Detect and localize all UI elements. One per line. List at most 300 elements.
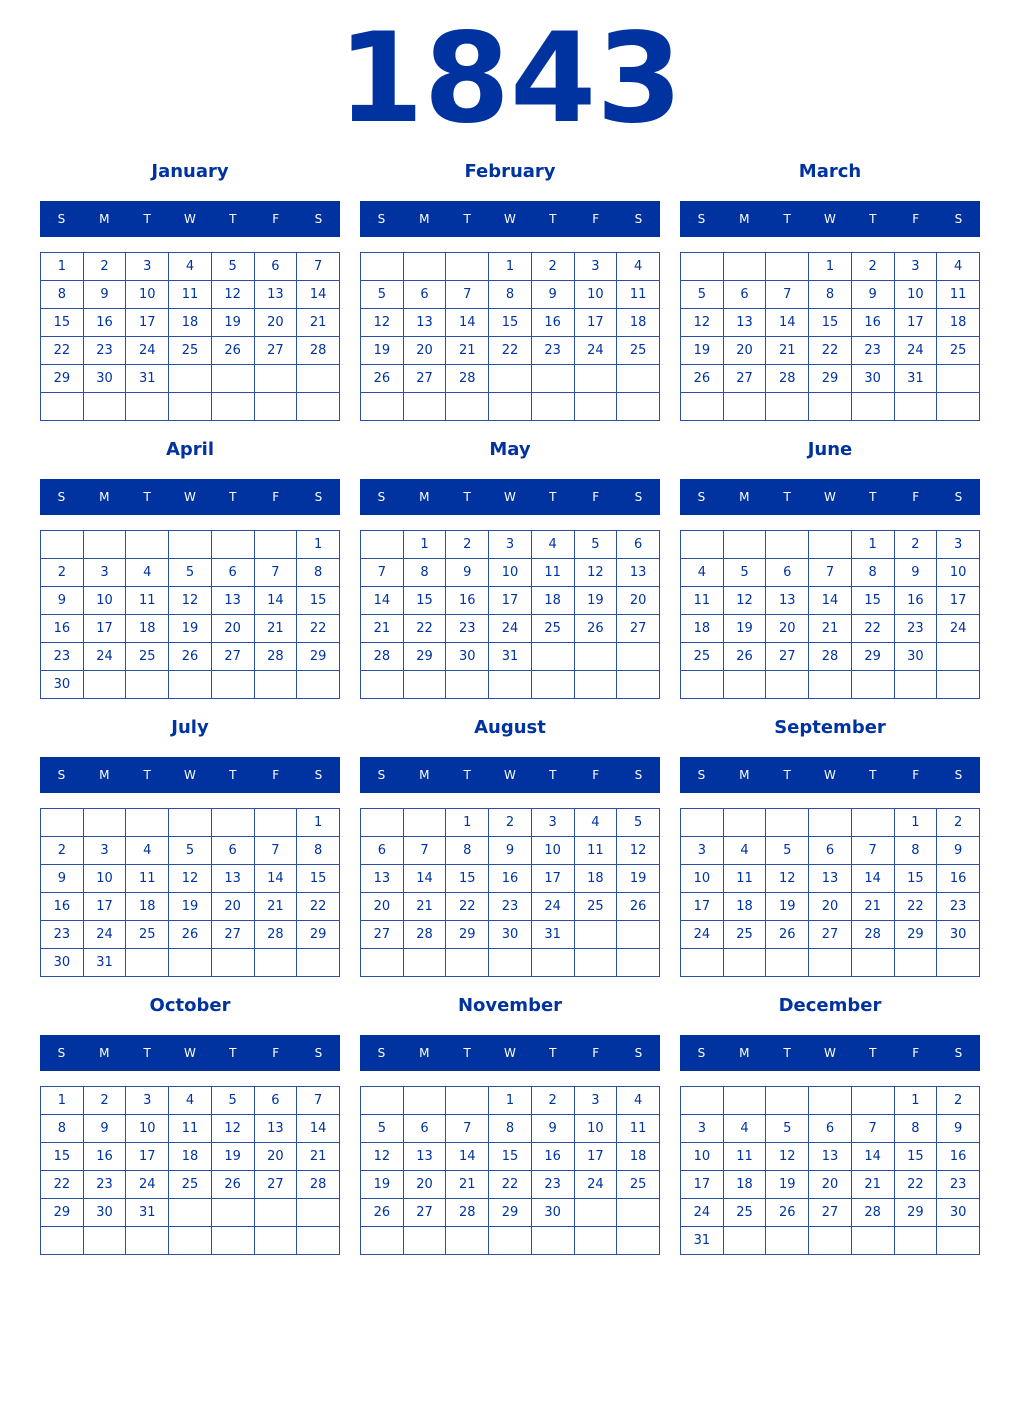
day-cell: 24 xyxy=(489,615,532,643)
empty-day-cell xyxy=(681,809,724,837)
day-cell: 17 xyxy=(574,309,617,337)
empty-day-cell xyxy=(361,531,404,559)
day-cell: 26 xyxy=(361,1199,404,1227)
day-cell: 8 xyxy=(894,1115,937,1143)
month-name: October xyxy=(149,995,231,1016)
week-row xyxy=(41,337,340,365)
day-cell: 27 xyxy=(617,615,660,643)
day-cell: 12 xyxy=(169,587,212,615)
weekday-label: S xyxy=(697,490,706,504)
week-row xyxy=(361,309,660,337)
empty-day-cell xyxy=(361,809,404,837)
day-cell: 3 xyxy=(681,1115,724,1143)
week-row xyxy=(681,1143,980,1171)
day-cell: 2 xyxy=(851,253,894,281)
day-cell: 18 xyxy=(126,893,169,921)
empty-day-cell xyxy=(254,809,297,837)
weekday-label: S xyxy=(377,1046,386,1060)
day-cell: 26 xyxy=(766,921,809,949)
week-row xyxy=(361,1143,660,1171)
day-cell: 16 xyxy=(41,893,84,921)
weekday-label: T xyxy=(783,212,791,226)
day-cell: 25 xyxy=(681,643,724,671)
day-cell: 25 xyxy=(617,337,660,365)
empty-day-cell xyxy=(254,531,297,559)
weekday-label: M xyxy=(739,490,750,504)
day-cell: 29 xyxy=(403,643,446,671)
day-cell: 26 xyxy=(766,1199,809,1227)
day-cell: 5 xyxy=(766,1115,809,1143)
month-name: November xyxy=(457,995,563,1016)
day-cell: 23 xyxy=(937,1171,980,1199)
empty-day-cell xyxy=(723,1227,766,1255)
day-cell: 19 xyxy=(574,587,617,615)
day-cell: 9 xyxy=(937,837,980,865)
empty-day-cell xyxy=(446,1227,489,1255)
empty-day-cell xyxy=(617,949,660,977)
empty-day-cell xyxy=(403,393,446,421)
empty-day-cell xyxy=(809,671,852,699)
day-cell: 14 xyxy=(361,587,404,615)
weekday-label: S xyxy=(57,490,66,504)
week-row xyxy=(41,809,340,837)
weekday-label: M xyxy=(739,212,750,226)
week-row xyxy=(41,531,340,559)
day-cell: 29 xyxy=(41,365,84,393)
weekday-label: F xyxy=(592,768,600,782)
empty-day-cell xyxy=(809,949,852,977)
day-cell: 1 xyxy=(446,809,489,837)
empty-day-cell xyxy=(361,253,404,281)
empty-day-cell xyxy=(809,531,852,559)
day-grid xyxy=(680,808,980,977)
weekday-label: F xyxy=(912,490,920,504)
month-name: September xyxy=(774,717,886,738)
day-cell: 15 xyxy=(489,1143,532,1171)
empty-day-cell xyxy=(297,1227,340,1255)
empty-day-cell xyxy=(851,393,894,421)
day-cell: 29 xyxy=(894,921,937,949)
day-cell: 23 xyxy=(83,337,126,365)
day-cell: 21 xyxy=(446,337,489,365)
day-cell: 31 xyxy=(894,365,937,393)
day-grid xyxy=(680,252,980,421)
weekday-label: S xyxy=(954,212,963,226)
empty-day-cell xyxy=(723,949,766,977)
weekday-label: T xyxy=(869,768,877,782)
day-cell: 11 xyxy=(169,281,212,309)
day-cell: 30 xyxy=(83,1199,126,1227)
empty-day-cell xyxy=(766,671,809,699)
week-row xyxy=(681,837,980,865)
day-cell: 29 xyxy=(297,643,340,671)
empty-day-cell xyxy=(211,1227,254,1255)
day-cell: 10 xyxy=(574,1115,617,1143)
weekday-label: F xyxy=(912,212,920,226)
day-cell: 8 xyxy=(851,559,894,587)
day-cell: 14 xyxy=(809,587,852,615)
empty-day-cell xyxy=(297,671,340,699)
day-cell: 19 xyxy=(766,1171,809,1199)
day-cell: 13 xyxy=(766,587,809,615)
weekday-header xyxy=(40,1035,340,1071)
day-cell: 8 xyxy=(809,281,852,309)
day-cell: 10 xyxy=(83,587,126,615)
empty-day-cell xyxy=(681,393,724,421)
day-cell: 24 xyxy=(894,337,937,365)
empty-day-cell xyxy=(211,1199,254,1227)
weekday-label: M xyxy=(99,768,110,782)
day-cell: 1 xyxy=(851,531,894,559)
day-cell: 10 xyxy=(681,1143,724,1171)
day-cell: 22 xyxy=(489,337,532,365)
empty-day-cell xyxy=(617,393,660,421)
day-cell: 21 xyxy=(851,893,894,921)
day-cell: 5 xyxy=(723,559,766,587)
day-cell: 19 xyxy=(361,1171,404,1199)
day-cell: 8 xyxy=(446,837,489,865)
week-row xyxy=(41,1199,340,1227)
day-cell: 11 xyxy=(937,281,980,309)
day-cell: 15 xyxy=(446,865,489,893)
day-cell: 4 xyxy=(126,837,169,865)
empty-day-cell xyxy=(531,365,574,393)
weekday-label: M xyxy=(99,1046,110,1060)
day-cell: 18 xyxy=(617,1143,660,1171)
week-row xyxy=(41,309,340,337)
empty-day-cell xyxy=(766,531,809,559)
empty-day-cell xyxy=(681,531,724,559)
empty-day-cell xyxy=(617,671,660,699)
day-cell: 11 xyxy=(574,837,617,865)
week-row xyxy=(681,393,980,421)
week-row xyxy=(361,1115,660,1143)
weekday-label: W xyxy=(504,212,516,226)
day-cell: 23 xyxy=(41,921,84,949)
day-cell: 13 xyxy=(617,559,660,587)
day-cell: 17 xyxy=(681,1171,724,1199)
day-cell: 11 xyxy=(169,1115,212,1143)
empty-day-cell xyxy=(297,949,340,977)
weekday-label: W xyxy=(824,1046,836,1060)
day-cell: 28 xyxy=(446,365,489,393)
day-cell: 15 xyxy=(894,865,937,893)
day-cell: 11 xyxy=(723,865,766,893)
day-cell: 28 xyxy=(254,643,297,671)
weekday-label: T xyxy=(783,1046,791,1060)
weekday-label: T xyxy=(143,490,151,504)
day-cell: 14 xyxy=(297,1115,340,1143)
day-cell: 20 xyxy=(361,893,404,921)
empty-day-cell xyxy=(574,949,617,977)
week-row xyxy=(681,1087,980,1115)
weekday-label: W xyxy=(184,490,196,504)
day-cell: 15 xyxy=(403,587,446,615)
day-cell: 4 xyxy=(937,253,980,281)
day-cell: 29 xyxy=(809,365,852,393)
empty-day-cell xyxy=(41,393,84,421)
day-cell: 30 xyxy=(83,365,126,393)
empty-day-cell xyxy=(894,949,937,977)
weekday-label: S xyxy=(314,490,323,504)
day-cell: 26 xyxy=(211,1171,254,1199)
week-row xyxy=(681,1199,980,1227)
day-cell: 18 xyxy=(723,893,766,921)
empty-day-cell xyxy=(126,393,169,421)
day-cell: 4 xyxy=(617,1087,660,1115)
day-cell: 29 xyxy=(446,921,489,949)
weekday-label: S xyxy=(634,1046,643,1060)
day-cell: 4 xyxy=(169,253,212,281)
day-cell: 10 xyxy=(681,865,724,893)
day-cell: 28 xyxy=(254,921,297,949)
day-cell: 15 xyxy=(41,309,84,337)
day-cell: 5 xyxy=(617,809,660,837)
day-cell: 1 xyxy=(894,1087,937,1115)
day-cell: 1 xyxy=(297,531,340,559)
day-cell: 2 xyxy=(489,809,532,837)
day-cell: 3 xyxy=(126,253,169,281)
day-cell: 13 xyxy=(809,865,852,893)
weekday-header xyxy=(40,757,340,793)
day-cell: 15 xyxy=(297,587,340,615)
weekday-label: M xyxy=(99,212,110,226)
weekday-header xyxy=(40,479,340,515)
day-cell: 7 xyxy=(446,1115,489,1143)
weekday-label: F xyxy=(592,1046,600,1060)
day-cell: 16 xyxy=(83,309,126,337)
day-cell: 5 xyxy=(681,281,724,309)
weekday-label: T xyxy=(143,768,151,782)
day-grid xyxy=(360,808,660,977)
empty-day-cell xyxy=(446,393,489,421)
day-cell: 2 xyxy=(83,1087,126,1115)
day-cell: 23 xyxy=(489,893,532,921)
week-row xyxy=(361,671,660,699)
week-row xyxy=(361,1171,660,1199)
day-cell: 2 xyxy=(531,253,574,281)
day-cell: 26 xyxy=(574,615,617,643)
empty-day-cell xyxy=(851,809,894,837)
empty-day-cell xyxy=(489,1227,532,1255)
day-cell: 16 xyxy=(937,865,980,893)
empty-day-cell xyxy=(489,393,532,421)
day-cell: 22 xyxy=(41,1171,84,1199)
day-cell: 21 xyxy=(809,615,852,643)
day-cell: 10 xyxy=(489,559,532,587)
day-cell: 27 xyxy=(766,643,809,671)
day-cell: 15 xyxy=(297,865,340,893)
day-cell: 1 xyxy=(403,531,446,559)
day-cell: 27 xyxy=(403,1199,446,1227)
day-cell: 19 xyxy=(361,337,404,365)
day-cell: 19 xyxy=(169,615,212,643)
weekday-label: W xyxy=(824,768,836,782)
week-row xyxy=(681,365,980,393)
day-cell: 27 xyxy=(403,365,446,393)
day-cell: 27 xyxy=(361,921,404,949)
week-row xyxy=(41,1115,340,1143)
day-cell: 24 xyxy=(681,921,724,949)
day-cell: 2 xyxy=(83,253,126,281)
day-cell: 1 xyxy=(809,253,852,281)
empty-day-cell xyxy=(723,1087,766,1115)
weekday-header xyxy=(680,757,980,793)
empty-day-cell xyxy=(531,949,574,977)
weekday-label: T xyxy=(783,768,791,782)
empty-day-cell xyxy=(851,949,894,977)
week-row xyxy=(361,837,660,865)
day-cell: 21 xyxy=(254,615,297,643)
day-cell: 26 xyxy=(681,365,724,393)
empty-day-cell xyxy=(169,809,212,837)
day-cell: 31 xyxy=(681,1227,724,1255)
weekday-label: F xyxy=(912,768,920,782)
day-cell: 30 xyxy=(937,921,980,949)
day-cell: 7 xyxy=(851,1115,894,1143)
empty-day-cell xyxy=(617,1199,660,1227)
day-cell: 28 xyxy=(297,337,340,365)
week-row xyxy=(681,643,980,671)
weekday-label: S xyxy=(954,768,963,782)
weekday-label: S xyxy=(954,1046,963,1060)
empty-day-cell xyxy=(403,1087,446,1115)
day-cell: 13 xyxy=(361,865,404,893)
day-cell: 3 xyxy=(83,559,126,587)
month-name: April xyxy=(165,439,215,460)
week-row xyxy=(361,559,660,587)
day-cell: 6 xyxy=(254,253,297,281)
day-cell: 28 xyxy=(851,1199,894,1227)
day-grid xyxy=(680,530,980,699)
weekday-label: S xyxy=(377,490,386,504)
weekday-label: T xyxy=(869,490,877,504)
day-cell: 2 xyxy=(531,1087,574,1115)
day-cell: 21 xyxy=(446,1171,489,1199)
day-cell: 5 xyxy=(169,559,212,587)
week-row xyxy=(361,809,660,837)
empty-day-cell xyxy=(574,393,617,421)
empty-day-cell xyxy=(41,531,84,559)
day-cell: 29 xyxy=(489,1199,532,1227)
day-cell: 13 xyxy=(211,865,254,893)
day-cell: 16 xyxy=(531,1143,574,1171)
empty-day-cell xyxy=(254,949,297,977)
day-cell: 19 xyxy=(169,893,212,921)
day-cell: 25 xyxy=(937,337,980,365)
weekday-header xyxy=(40,201,340,237)
day-cell: 2 xyxy=(937,809,980,837)
empty-day-cell xyxy=(766,393,809,421)
weekday-label: W xyxy=(184,212,196,226)
day-cell: 26 xyxy=(723,643,766,671)
day-cell: 11 xyxy=(681,587,724,615)
weekday-label: S xyxy=(314,768,323,782)
day-cell: 14 xyxy=(851,865,894,893)
empty-day-cell xyxy=(531,393,574,421)
day-cell: 12 xyxy=(169,865,212,893)
day-cell: 24 xyxy=(126,337,169,365)
day-cell: 3 xyxy=(681,837,724,865)
day-cell: 7 xyxy=(254,837,297,865)
day-cell: 17 xyxy=(489,587,532,615)
day-cell: 8 xyxy=(297,837,340,865)
weekday-label: S xyxy=(57,768,66,782)
week-row xyxy=(361,365,660,393)
week-row xyxy=(361,865,660,893)
weekday-label: T xyxy=(869,1046,877,1060)
week-row xyxy=(361,531,660,559)
day-cell: 8 xyxy=(41,1115,84,1143)
day-cell: 17 xyxy=(894,309,937,337)
day-cell: 11 xyxy=(617,281,660,309)
day-cell: 18 xyxy=(574,865,617,893)
week-row xyxy=(361,253,660,281)
day-cell: 25 xyxy=(126,643,169,671)
weekday-label: F xyxy=(272,490,280,504)
day-cell: 25 xyxy=(574,893,617,921)
day-cell: 3 xyxy=(531,809,574,837)
empty-day-cell xyxy=(809,809,852,837)
empty-day-cell xyxy=(937,1227,980,1255)
day-cell: 12 xyxy=(617,837,660,865)
empty-day-cell xyxy=(169,1227,212,1255)
day-cell: 28 xyxy=(766,365,809,393)
day-cell: 7 xyxy=(403,837,446,865)
day-cell: 11 xyxy=(126,865,169,893)
day-cell: 20 xyxy=(809,1171,852,1199)
day-cell: 22 xyxy=(297,893,340,921)
day-cell: 2 xyxy=(894,531,937,559)
empty-day-cell xyxy=(211,949,254,977)
day-cell: 11 xyxy=(126,587,169,615)
week-row xyxy=(681,253,980,281)
empty-day-cell xyxy=(83,1227,126,1255)
day-cell: 13 xyxy=(723,309,766,337)
empty-day-cell xyxy=(489,671,532,699)
week-row xyxy=(361,337,660,365)
day-cell: 24 xyxy=(83,921,126,949)
empty-day-cell xyxy=(297,365,340,393)
day-cell: 28 xyxy=(361,643,404,671)
day-cell: 21 xyxy=(766,337,809,365)
day-cell: 25 xyxy=(723,921,766,949)
weekday-label: S xyxy=(377,212,386,226)
day-cell: 15 xyxy=(851,587,894,615)
day-cell: 19 xyxy=(681,337,724,365)
weekday-label: S xyxy=(57,1046,66,1060)
day-cell: 6 xyxy=(211,559,254,587)
day-cell: 28 xyxy=(851,921,894,949)
month-name: June xyxy=(807,439,853,460)
day-cell: 3 xyxy=(574,1087,617,1115)
week-row xyxy=(681,281,980,309)
day-cell: 9 xyxy=(937,1115,980,1143)
day-cell: 5 xyxy=(211,1087,254,1115)
day-cell: 6 xyxy=(766,559,809,587)
week-row xyxy=(361,1199,660,1227)
day-cell: 27 xyxy=(809,921,852,949)
day-cell: 26 xyxy=(361,365,404,393)
weekday-label: S xyxy=(697,212,706,226)
day-cell: 14 xyxy=(446,1143,489,1171)
empty-day-cell xyxy=(211,531,254,559)
empty-day-cell xyxy=(403,253,446,281)
week-row xyxy=(361,949,660,977)
weekday-header xyxy=(360,1035,660,1071)
day-cell: 15 xyxy=(489,309,532,337)
day-cell: 14 xyxy=(254,865,297,893)
